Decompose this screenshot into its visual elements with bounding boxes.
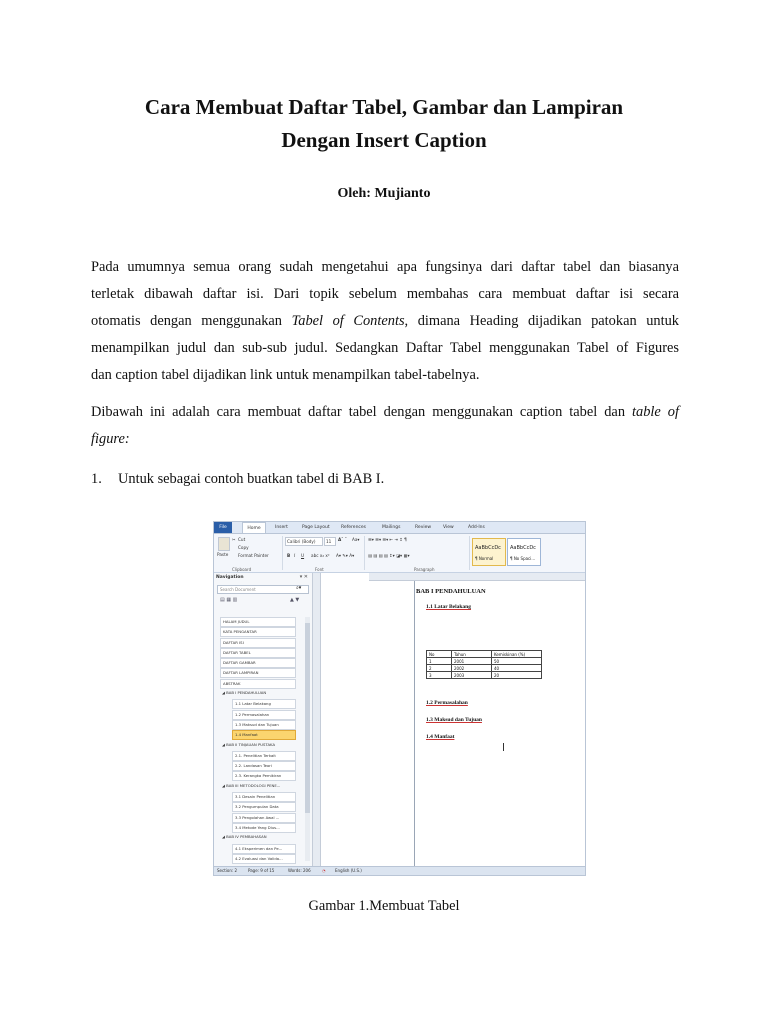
- heading-bab-1: BAB I PENDAHULUAN: [416, 588, 486, 595]
- font-size-dropdown[interactable]: [324, 537, 336, 546]
- font-size-value: 11: [326, 539, 332, 544]
- text-segment: otomatis dengan menggunakan: [91, 313, 282, 329]
- navigation-item-label: 4.1 Eksperimen dan Pe...: [232, 844, 296, 854]
- navigation-item[interactable]: [220, 730, 304, 740]
- text-segment: , dimana Heading dijadikan patokan untuk: [404, 313, 679, 329]
- navigation-item-label: 3.3 Pengolahan Awal ...: [232, 813, 296, 823]
- navigation-item-label: ◢ BAB III METODOLOGI PENE...: [222, 782, 281, 788]
- search-icon[interactable]: ⌕▾: [296, 585, 302, 591]
- table-cell: 3: [427, 672, 452, 679]
- paragraph-line: [91, 426, 679, 453]
- tab-file[interactable]: File: [214, 522, 232, 533]
- italic-term: figure:: [91, 431, 130, 447]
- font-name-value: Calibri (Body): [287, 539, 316, 544]
- table-cell: 1: [427, 658, 452, 665]
- horizontal-ruler: [369, 573, 585, 581]
- navigation-item-label: 3.2 Pengumpulan Data: [232, 802, 296, 812]
- paragraph-line: menampilkan judul dan sub-sub judul. Sedangkan Daftar Tabel menggunakan Tabel of Figures: [91, 340, 679, 356]
- navigation-item[interactable]: [220, 617, 304, 627]
- document-title: [0, 91, 768, 157]
- tab-page-layout[interactable]: Page Layout: [302, 525, 330, 530]
- tab-references[interactable]: References: [341, 525, 367, 530]
- navigation-item[interactable]: [220, 751, 304, 761]
- style-name: ¶ Normal: [475, 556, 494, 561]
- navigation-item[interactable]: [220, 782, 304, 792]
- style-no-spacing[interactable]: [507, 538, 541, 566]
- style-sample: AaBbCcDc: [510, 545, 536, 551]
- status-page[interactable]: Page: 9 of 15: [248, 868, 275, 873]
- tab-view[interactable]: View: [443, 525, 454, 530]
- heading-1-4: 1.4 Manfaat: [426, 734, 455, 740]
- navigation-item[interactable]: [220, 854, 304, 864]
- navigation-item-label: DAFTAR GAMBAR: [220, 658, 296, 668]
- table-cell: 2: [427, 665, 452, 672]
- bullets-icon[interactable]: ☰▾ ☰▾ ☰▾ ⇤ ⇥ ↕ ¶: [368, 537, 407, 542]
- paste-icon[interactable]: [218, 537, 230, 551]
- style-normal[interactable]: [472, 538, 506, 566]
- table-header-cell: Kemiskinan (%): [492, 651, 542, 658]
- navigation-item[interactable]: [220, 823, 304, 833]
- navigation-item-label: DAFTAR TABEL: [220, 648, 296, 658]
- navigation-item-label: 2.1. Penelitian Terkait: [232, 751, 296, 761]
- paragraph-line: Pada umumnya semua orang sudah mengetahui apa fungsinya dari daftar tabel dan biasanya: [91, 259, 679, 275]
- table-row: [427, 658, 542, 665]
- navigation-item-label: 2.2. Landasan Teori: [232, 761, 296, 771]
- heading-1-2: 1.2 Permasalahan: [426, 700, 468, 706]
- bold-icon[interactable]: B: [287, 553, 291, 558]
- group-divider: [282, 536, 283, 570]
- ribbon: [214, 534, 585, 573]
- clipboard-group-label: Clipboard: [232, 567, 252, 572]
- navigation-item[interactable]: [220, 792, 304, 802]
- figure-caption: Gambar 1.Membuat Tabel: [308, 898, 460, 914]
- navigation-item[interactable]: [220, 648, 304, 658]
- navigation-item-label: DAFTAR LAMPIRAN: [220, 668, 296, 678]
- nav-arrows-icon[interactable]: ▲ ▼: [290, 597, 300, 603]
- tab-mailings[interactable]: Mailings: [382, 525, 401, 530]
- author-line: Oleh: Mujianto: [337, 186, 431, 201]
- copy-button[interactable]: Copy: [238, 545, 249, 550]
- navigation-item[interactable]: [220, 627, 304, 637]
- table-cell: 2002: [452, 665, 492, 672]
- navigation-item[interactable]: [220, 699, 304, 709]
- navigation-item[interactable]: [220, 668, 304, 678]
- style-name: ¶ No Spaci...: [510, 556, 536, 561]
- page-margin-line: [414, 581, 415, 866]
- navigation-item-label: 2.3. Kerangka Pemikiran: [232, 771, 296, 781]
- browse-headings-icon[interactable]: ▤ ▦ ▥: [220, 597, 238, 603]
- table-cell: 20: [492, 672, 542, 679]
- document-page[interactable]: [416, 584, 584, 864]
- paragraph-line: [91, 308, 679, 335]
- table-cell: 2003: [452, 672, 492, 679]
- page-margin-area: [321, 581, 411, 866]
- tab-insert[interactable]: Insert: [275, 525, 288, 530]
- navigation-item[interactable]: [220, 710, 304, 720]
- paragraph-line: dan caption tabel dijadikan link untuk menampilkan tabel-tabelnya.: [91, 367, 480, 383]
- heading-1-3: 1.3 Maksud dan Tujuan: [426, 717, 482, 723]
- proofing-icon[interactable]: ◔: [322, 868, 326, 873]
- navigation-item-label: ◢ BAB I PENDAHULUAN: [222, 690, 267, 696]
- navigation-item[interactable]: [220, 771, 304, 781]
- navigation-item[interactable]: [220, 802, 304, 812]
- status-language[interactable]: English (U.S.): [335, 868, 362, 873]
- status-words[interactable]: Words: 206: [288, 868, 311, 873]
- navigation-item[interactable]: [220, 679, 304, 689]
- cut-icon[interactable]: ✂: [232, 537, 236, 542]
- text-segment: Dibawah ini adalah cara membuat daftar tabel dengan menggunakan caption tabel dan: [91, 404, 626, 420]
- table-cell: 2001: [452, 658, 492, 665]
- align-icons[interactable]: ▤ ▤ ▤ ▤ ↕▾ ◪▾ ▦▾: [368, 553, 410, 558]
- italic-term: table of: [632, 404, 679, 420]
- navigation-item-label: ◢ BAB IV PEMBAHASAN: [222, 834, 267, 840]
- table-header-cell: No: [427, 651, 452, 658]
- navigation-title: Navigation: [216, 575, 244, 580]
- numbered-list: [91, 466, 384, 493]
- tab-home[interactable]: Home: [242, 522, 266, 533]
- grow-font-icon[interactable]: Aˆ ˇ: [338, 537, 347, 542]
- navigation-item-label: KATA PENGANTAR: [220, 627, 296, 637]
- ribbon-tabs: [214, 522, 585, 534]
- group-divider: [364, 536, 365, 570]
- text-cursor: [503, 743, 504, 751]
- tab-add-ins[interactable]: Add-Ins: [468, 525, 485, 530]
- navigation-item[interactable]: [220, 844, 304, 854]
- search-document-input[interactable]: Search Document: [217, 585, 309, 594]
- group-divider: [469, 536, 470, 570]
- italic-term: Tabel of Contents: [291, 313, 405, 329]
- navigation-item-label: 1.3 Maksud dan Tujuan: [232, 720, 296, 730]
- table-header-row: [427, 651, 542, 658]
- paragraph-line: terletak dibawah daftar isi. Dari topik sebelum membahas cara membuat daftar isi secara: [91, 286, 679, 302]
- tab-review[interactable]: Review: [415, 525, 432, 530]
- paste-button[interactable]: Paste: [217, 552, 229, 557]
- navigation-item[interactable]: [220, 720, 304, 730]
- heading-1-1: 1.1 Latar Belakang: [426, 604, 471, 610]
- navigation-item[interactable]: [220, 741, 304, 751]
- table-row: [427, 672, 542, 679]
- table-row: [427, 665, 542, 672]
- navigation-item-label: 1.2 Permasalahan: [232, 710, 296, 720]
- table-header-cell: Tahun: [452, 651, 492, 658]
- table-cell: 40: [492, 665, 542, 672]
- paragraph-instruction: [91, 399, 679, 453]
- navigation-item-label: 3.1 Desain Penelitian: [232, 792, 296, 802]
- italic-icon[interactable]: I: [294, 553, 296, 558]
- navigation-item-label: HALAM JUDUL: [220, 617, 296, 627]
- navigation-item-label: 3.4 Metode Yang Dius...: [232, 823, 296, 833]
- navigation-item-label: ◢ BAB II TINJAUAN PUSTAKA: [222, 741, 276, 747]
- close-icon[interactable]: ▾ ✕: [299, 574, 308, 580]
- strikethrough-icon[interactable]: abc x₂ x²: [311, 553, 330, 558]
- text-effects-icon[interactable]: A▾ ✎▾ A▾: [336, 553, 355, 558]
- navigation-item-label: 1.4 Manfaat: [232, 730, 296, 740]
- navigation-item[interactable]: [220, 658, 304, 668]
- underline-icon[interactable]: U: [301, 553, 305, 558]
- list-number: 1.: [91, 471, 102, 487]
- format-painter-button[interactable]: Format Painter: [238, 553, 269, 558]
- change-case-icon[interactable]: Aa▾: [352, 537, 360, 542]
- navigation-item-label: 1.1 Latar Belakang: [232, 699, 296, 709]
- style-sample: AaBbCcDc: [475, 545, 501, 551]
- data-table: [426, 650, 542, 679]
- vertical-ruler: [313, 573, 321, 866]
- paragraph-intro: [91, 254, 679, 389]
- navigation-item[interactable]: [220, 813, 304, 823]
- table-cell: 50: [492, 658, 542, 665]
- navigation-item-label: 4.2 Evaluasi dan Valida...: [232, 854, 296, 864]
- navigation-pane: [214, 573, 313, 866]
- title-line-2: Dengan Insert Caption: [281, 128, 487, 152]
- navigation-item[interactable]: [220, 833, 304, 843]
- font-group-label: Font: [315, 567, 324, 572]
- navigation-item[interactable]: [220, 689, 304, 699]
- status-section[interactable]: Section: 2: [217, 868, 238, 873]
- scrollbar-thumb[interactable]: [305, 623, 310, 813]
- font-name-dropdown[interactable]: [285, 537, 323, 546]
- navigation-item[interactable]: [220, 638, 304, 648]
- navigation-item-label: DAFTAR ISI: [220, 638, 296, 648]
- navigation-headings: [220, 617, 304, 864]
- cut-button[interactable]: Cut: [238, 537, 246, 542]
- word-screenshot: [213, 521, 586, 876]
- paragraph-group-label: Paragraph: [414, 567, 435, 572]
- paragraph-line: [91, 399, 679, 426]
- title-line-1: Cara Membuat Daftar Tabel, Gambar dan Lampiran: [144, 95, 624, 119]
- navigation-item-label: ABSTRAK: [220, 679, 296, 689]
- navigation-item[interactable]: [220, 761, 304, 771]
- list-item-text: Untuk sebagai contoh buatkan tabel di BAB I.: [118, 471, 385, 487]
- status-bar: [214, 866, 585, 876]
- navigation-scrollbar[interactable]: [305, 617, 310, 861]
